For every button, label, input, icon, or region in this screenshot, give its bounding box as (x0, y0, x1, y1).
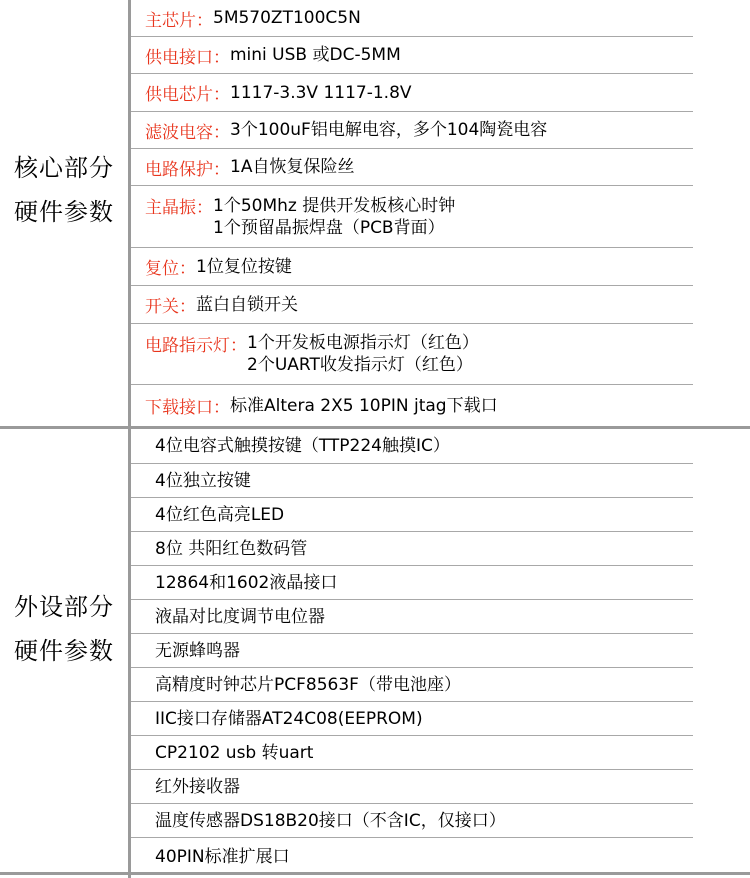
spec-key: 滤波电容： (145, 122, 230, 143)
spec-key: 供电接口： (145, 47, 230, 68)
ext-spec-value: 4位红色高亮LED (155, 504, 285, 525)
ext-spec-value: IIC接口存储器AT24C08(EEPROM) (155, 708, 423, 729)
ext-spec-row (131, 804, 693, 838)
spec-key: 复位： (145, 259, 196, 279)
core-section-title (0, 146, 128, 234)
spec-key: 电路保护： (145, 159, 230, 180)
ext-section-title (0, 585, 128, 673)
ext-spec-value: 红外接收器 (155, 776, 240, 797)
ext-spec-value: 高精度时钟芯片PCF8563F（带电池座） (155, 674, 461, 695)
ext-spec-row (131, 600, 693, 634)
ext-spec-row (131, 702, 693, 736)
ext-spec-value: 4位电容式触摸按键（TTP224触摸IC） (155, 436, 450, 456)
ext-spec-value: 40PIN标准扩展口 (155, 846, 290, 867)
spec-value: 1个开发板电源指示灯（红色） 2个UART收发指示灯（红色） (247, 333, 479, 375)
ext-spec-row (131, 838, 693, 875)
ext-spec-row (131, 532, 693, 566)
ext-spec-row (131, 498, 693, 532)
spec-row (131, 112, 693, 149)
spec-row (131, 74, 693, 112)
spec-key: 供电芯片： (145, 85, 230, 105)
spec-value: mini USB 或DC-5MM (230, 45, 401, 65)
ext-spec-row (131, 668, 693, 702)
ext-spec-value: 无源蜂鸣器 (155, 640, 240, 661)
spec-value: 蓝白自锁开关 (196, 294, 298, 315)
spec-row (131, 0, 693, 37)
spec-row (131, 149, 693, 186)
ext-spec-row (131, 464, 693, 498)
core-spec-rows (131, 0, 750, 426)
spec-value: 1117-3.3V 1117-1.8V (230, 82, 412, 103)
ext-spec-value: CP2102 usb 转uart (155, 742, 314, 763)
spec-key: 开关： (145, 297, 196, 317)
ext-spec-row (131, 566, 693, 600)
spec-value: 标准Altera 2X5 10PIN jtag下载口 (230, 395, 498, 416)
ext-spec-value: 12864和1602液晶接口 (155, 572, 338, 593)
spec-key: 电路指示灯： (145, 336, 247, 356)
spec-row (131, 324, 693, 385)
spec-value: 1A自恢复保险丝 (230, 157, 355, 177)
ext-spec-row (131, 429, 693, 464)
spec-value: 1个50Mhz 提供开发板核心时钟 1个预留晶振焊盘（PCB背面） (213, 195, 456, 238)
spec-row (131, 248, 693, 286)
spec-row (131, 37, 693, 74)
ext-title-line2: 硬件参数 (14, 637, 114, 665)
ext-spec-value: 8位 共阳红色数码管 (155, 538, 308, 559)
spec-value: 3个100uF铝电解电容，多个104陶瓷电容 (230, 120, 548, 140)
spec-row (131, 186, 693, 248)
ext-spec-value: 4位独立按键 (155, 470, 251, 491)
ext-spec-row (131, 634, 693, 668)
ext-spec-rows (131, 429, 750, 875)
ext-spec-value: 温度传感器DS18B20接口（不含IC，仅接口） (155, 810, 506, 831)
spec-key: 主芯片： (145, 10, 213, 31)
spec-key: 主晶振： (145, 198, 213, 218)
ext-spec-value: 液晶对比度调节电位器 (155, 606, 325, 627)
spec-row (131, 385, 693, 426)
ext-spec-row (131, 770, 693, 804)
spec-value: 1位复位按键 (196, 256, 292, 277)
core-title-line2: 硬件参数 (14, 198, 114, 226)
ext-title-line1: 外设部分 (14, 593, 114, 621)
ext-spec-row (131, 736, 693, 770)
spec-row (131, 286, 693, 324)
spec-key: 下载接口： (145, 398, 230, 418)
core-title-line1: 核心部分 (14, 154, 114, 182)
spec-value: 5M570ZT100C5N (213, 8, 361, 28)
